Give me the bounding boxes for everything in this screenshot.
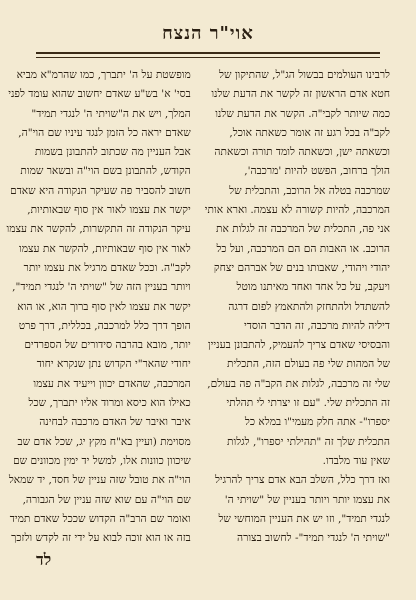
- text-line: שאדם יראה כל הזמן לנגד עיניו שם הוי"ה,: [18, 126, 191, 139]
- text-line: יספרו"- אתה חלק מעמי"ו במלא כל: [244, 416, 390, 429]
- text-line: ויותר בעניין הזה של "שויתי ה' לנגדי תמיד",: [12, 281, 191, 294]
- text-line: לאור אין סוף שבאותיות, להקשר את עצמו: [19, 242, 191, 255]
- text-line: שלי זה מרכבה, לגלות את הקב"ה פה בעולם,: [207, 377, 390, 390]
- text-line: הולך ברחוב, הפשט להיות 'מרכבה',: [244, 165, 390, 178]
- text-line: כמה שיותר לקבי"ה. הקשר את הדעת שלנו: [215, 107, 390, 120]
- text-line: התכלית שלך זה "תהילתי יספרו", לגלות: [227, 435, 390, 448]
- text-line: אני פה, התכלית של המרכבה זה לגלות את: [216, 223, 390, 236]
- left-column: [6, 66, 191, 545]
- header-rule: [36, 52, 380, 58]
- header-title: אוי"ר הנצח: [162, 22, 254, 44]
- text-line: הרוכב. או האבות הם הם המרכבה, ועל כל: [216, 242, 390, 255]
- text-line: יהודי ויהודי, שאבותו בנים של אברהם יצחק: [213, 261, 390, 274]
- right-column: [204, 66, 390, 545]
- text-line: הקודש, להתבונן בשם הוי"ה ובשאר שמות: [20, 165, 191, 178]
- text-line: לנגדי תמיד", וזו יש את העניין המוחשי של: [218, 512, 390, 525]
- page-number: לד: [36, 550, 52, 569]
- text-line: לקב"ה בכל רגע זה אומר כשאתה אוכל,: [229, 126, 390, 139]
- text-line: וכשאתה ישן, וכשאתה לומד תורה וכשאתה: [214, 146, 390, 159]
- running-header: [36, 18, 380, 48]
- text-line: שמרכבה בטלה אל הרוכב, והתכלית של: [229, 184, 390, 197]
- text-line: דיליה להיות מרכבה, זה הדבר הוסדי: [243, 319, 390, 332]
- text-line: להשתדל ולהתחזק ולהתאמץ לפום דרגה: [228, 300, 390, 313]
- text-line: מופשטת על ה' יתברך, כמו שהרמ"א מביא: [16, 69, 191, 81]
- page-footer: [36, 550, 380, 570]
- text-line: ויעקב, על כל אחד ואחד מאיתנו מוטל: [236, 281, 390, 294]
- text-line: יקשר את עצמו לאין סוף ברוך הוא, או הוא: [17, 300, 191, 313]
- text-line: שאין עוד מלבדו.: [322, 454, 390, 467]
- text-line: יחודי שהאר"י הקדוש נתן שנקרא יחוד: [36, 358, 191, 371]
- text-line: עיקר הנקודה זה התקשרות, להקשר את עצמו: [6, 223, 191, 236]
- text-line: והבסיסי שאדם צריך להעמיק, להתבונן בעניין: [207, 339, 390, 352]
- text-line: שיכוון כוונות אלו, למשל יד ימין מכוונים שם: [13, 454, 191, 467]
- text-line: אבל העניין מה שכתוב להתבונן בשמות: [34, 146, 191, 159]
- text-line: בסי' א' בש"ע שאדם יחשוב שהוא עומד לפני: [8, 88, 191, 101]
- text-line: המלך, ויש את ה"שויתי ה' לנגדי תמיד": [31, 107, 191, 120]
- text-line: חשוב להסביר פה שעיקר הנקודה היא שאדם: [10, 184, 191, 197]
- text-line: את עצמו יותר ויותר בעניין של "שויתי ה': [224, 493, 390, 506]
- text-line: איבר ואיבר של האדם מרכבה לבחינה: [39, 416, 191, 429]
- text-line: יותר, מובא בהרבה סידורים של הספרדים: [24, 339, 191, 352]
- text-line: מסוימת (ועיין בא"ח מקץ יג, שכל אדם שב: [17, 435, 191, 448]
- text-line: שם הוי"ה עם שוא שזה עניין של הגבורה,: [22, 493, 191, 506]
- text-line: המרכבה, להיות קשורה לא עצמה. וארא אותי: [204, 204, 390, 217]
- text-line: של המהות שלי פה בעולם הזה, התכלית: [227, 358, 390, 371]
- text-line: לרבינו העולמים בבשול הג"ל, שהתיקון של: [219, 69, 390, 81]
- text-line: הוי"ה את טובל שזה עניין של חסד, יד שמאל: [8, 474, 191, 487]
- text-line: ואומר שם הרב"ה הקדוש שככל שאדם תמיד: [9, 512, 191, 525]
- text-line: הופך דרך כלל למרכבה, בכללית, דרך פרט: [18, 319, 191, 332]
- text-line: לקב"ה. וככל שאדם מרגיל את עצמו יותר: [23, 261, 191, 274]
- text-line: זה התכלית שלי. "עם זו יצרתי לי תהלתי: [226, 397, 390, 410]
- text-line: בזה או הוא זוכה לבוא על ידי זה לקדש ולזכך: [11, 532, 191, 545]
- text-line: "שויתי ה' לנגדי תמיד"- לחשוב בצורה: [237, 532, 390, 545]
- text-line: המרכבה, שהאדם יכוון וייעיד את עצמו: [33, 377, 191, 390]
- text-line: יקשר את עצמו לאור אין סוף שבאותיות,: [27, 204, 191, 217]
- text-columns: [6, 66, 390, 545]
- text-line: ואז דרך כלל, השלב הבא אדם צריך להרגיל: [214, 474, 390, 487]
- text-line: חטא אדם הראשון זה לקשר את הדעת שלנו: [211, 88, 390, 101]
- text-line: כאילו הוא כיסא ומרוד אליו יתברך, שכל: [28, 397, 191, 410]
